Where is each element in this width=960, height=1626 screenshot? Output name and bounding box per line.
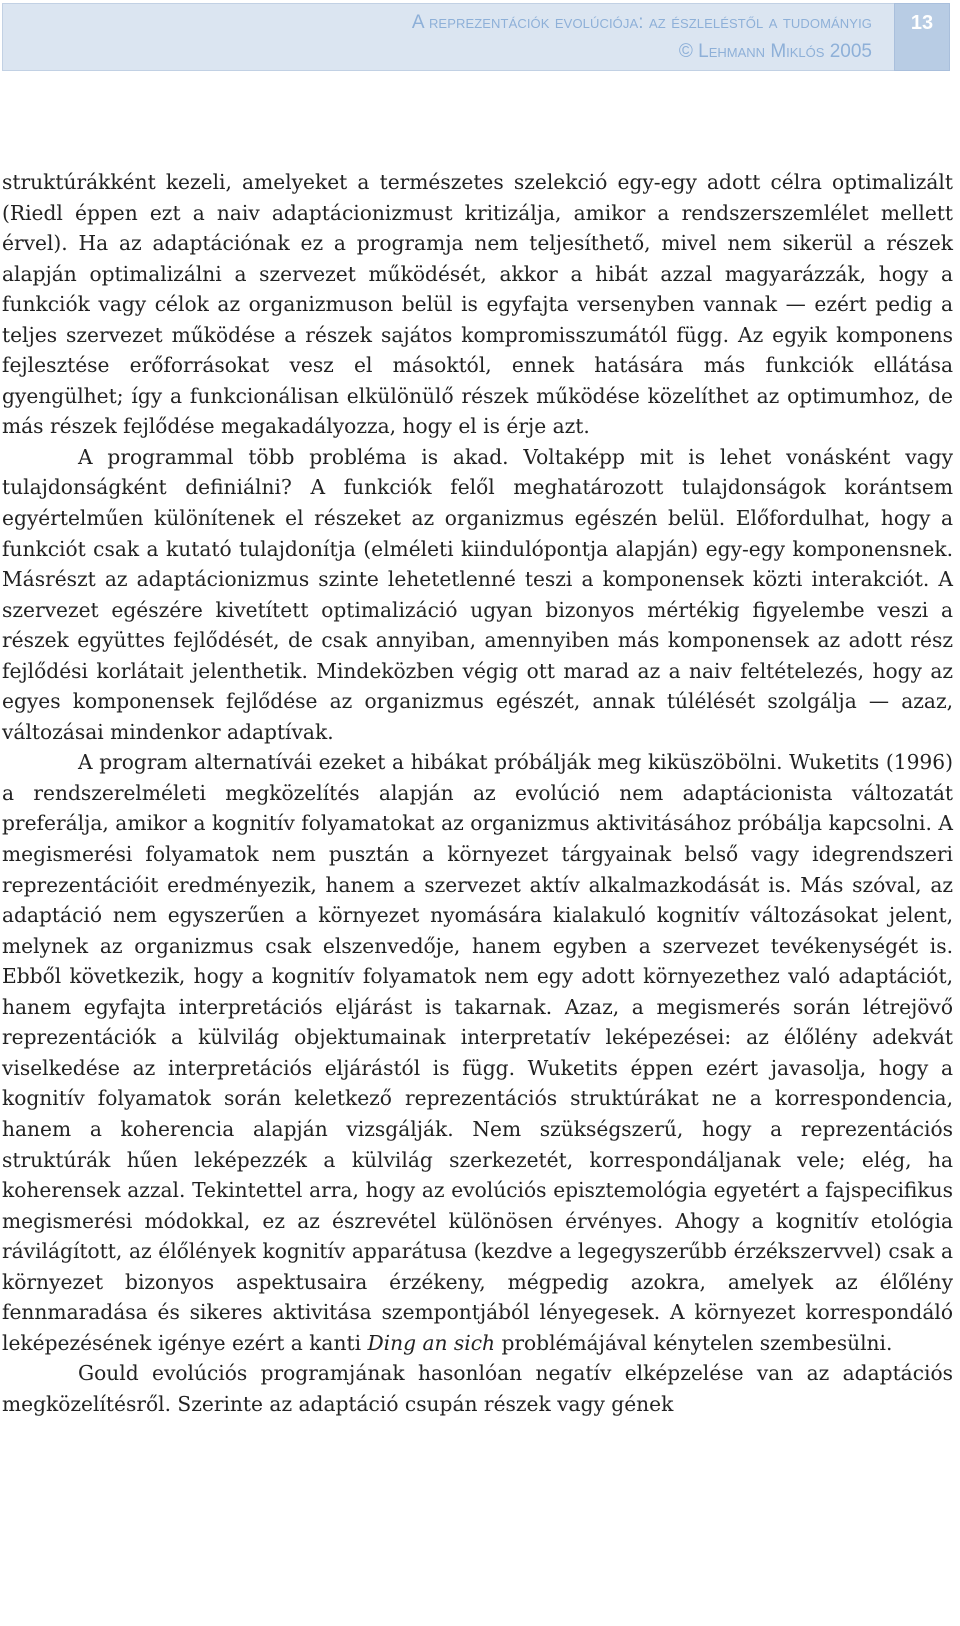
- author-copyright: © Lehmann Miklós 2005: [678, 41, 872, 62]
- paragraph-1: struktúrákként kezeli, amelyeket a természetes szelekció egy-egy adott célra optimalizált (Riedl éppen ezt a naiv adaptácionizmust kritizálja, amikor a rendszerszemlélet mellett érvel). Ha az adaptációnak ez a programja nem teljesíthető, mivel nem sikerül a részek alapján optimalizálni a szervezet működését, akkor a hibát azzal magyarázzák, hogy a funkciók vagy célok az organizmuson belül is egyfajta versenyben vannak — ezért pedig a teljes szervezet működése a részek sajátos kompromisszumától függ. Az egyik komponens fejlesztése erőforrásokat vesz el másoktól, ennek hatására más funkciók ellátása gyengülhet; így a funkcionálisan elkülönülő részek működése közelíthet az optimumhoz, de más részek fejlődése megakadályozza, hogy el is érje azt.: [2, 170, 953, 439]
- page-number: 13: [894, 3, 950, 71]
- paragraph-3-tail: problémájával kénytelen szembesülni.: [495, 1330, 893, 1355]
- book-title: A reprezentációk evolúciója: az észleléstől a tudományig: [411, 11, 872, 33]
- body-text: [2, 167, 953, 1419]
- paragraph-4: Gould evolúciós programjának hasonlóan negatív elképzelése van az adaptációs megközelítésről. Szerinte az adaptáció csupán részek vagy gének: [2, 1361, 953, 1416]
- italic-term-ding-an-sich: Ding an sich: [367, 1330, 496, 1355]
- paragraph-2: A programmal több probléma is akad. Voltaképp mit is lehet vonásként vagy tulajdonságként definiálni? A funkciók felől meghatározott tulajdonságok korántsem egyértelműen különítenek el részeket az organizmus egészén belül. Előfordulhat, hogy a funkciót csak a kutató tulajdonítja (elméleti kiindulópontja alapján) egy-egy komponensnek. Másrészt az adaptácionizmus szinte lehetetlenné teszi a komponensek közti interakciót. A szervezet egészére kivetített optimalizáció ugyan bizonyos mértékig figyelembe veszi a részek együttes fejlődését, de csak annyiban, amennyiben más komponensek az adott rész fejlődési korlátait jelenthetik. Mindeközben végig ott marad az a naiv feltételezés, hogy az egyes komponensek fejlődése az organizmus egészét, annak túlélését szolgálja — azaz, változásai mindenkor adaptívak.: [2, 444, 953, 744]
- running-header: [2, 3, 950, 71]
- paragraph-3: [2, 747, 953, 1358]
- header-title-box: [2, 3, 894, 71]
- paragraph-3-text: A program alternatívái ezeket a hibákat próbálják meg kiküszöbölni. Wuketits (1996) a rendszerelméleti megközelítés alapján az evolúció nem adaptácionista változatát preferálja, amikor a kognitív folyamatokat az organizmus aktivitásához próbálja kapcsolni. A megismerési folyamatok nem pusztán a környezet tárgyainak belső vagy idegrendszeri reprezentációit eredményezik, hanem a szervezet aktív alkalmazkodását is. Más szóval, az adaptáció nem egyszerűen a környezet nyomására kialakuló kognitív változásokat jelent, melynek az organizmus csak elszenvedője, hanem egyben a szervezet tevékenységét is. Ebből következik, hogy a kognitív folyamatok nem egy adott környezethez való adaptációt, hanem egyfajta interpretációs eljárást is takarnak. Azaz, a megismerés során létrejövő reprezentációk a külvilág objektumainak interpretatív leképezései: az élőlény adekvát viselkedése az interpretációs eljárástól is függ. Wuketits éppen ezért javasolja, hogy a kognitív folyamatok során keletkező reprezentációs struktúrákat ne a korrespondencia, hanem a koherencia alapján vizsgálják. Nem szükségszerű, hogy a reprezentációs struktúrák hűen leképezzék a külvilág szerkezetét, korrespondáljanak vele; elég, ha koherensek azzal. Tekintettel arra, hogy az evolúciós episztemológia egyetért a fajspecifikus megismerési módokkal, ez az észrevétel különösen érvényes. Ahogy a kognitív etológia rávilágított, az élőlények kognitív apparátusa (kezdve a legegyszerűbb érzékszervvel) csak a környezet bizonyos aspektusaira érzékeny, mégpedig azokra, amelyek az élőlény fennmaradása és sikeres aktivitása szempontjából lényegesek. A környezet korrespondáló leképezésének igénye ezért a kanti: [2, 750, 953, 1355]
